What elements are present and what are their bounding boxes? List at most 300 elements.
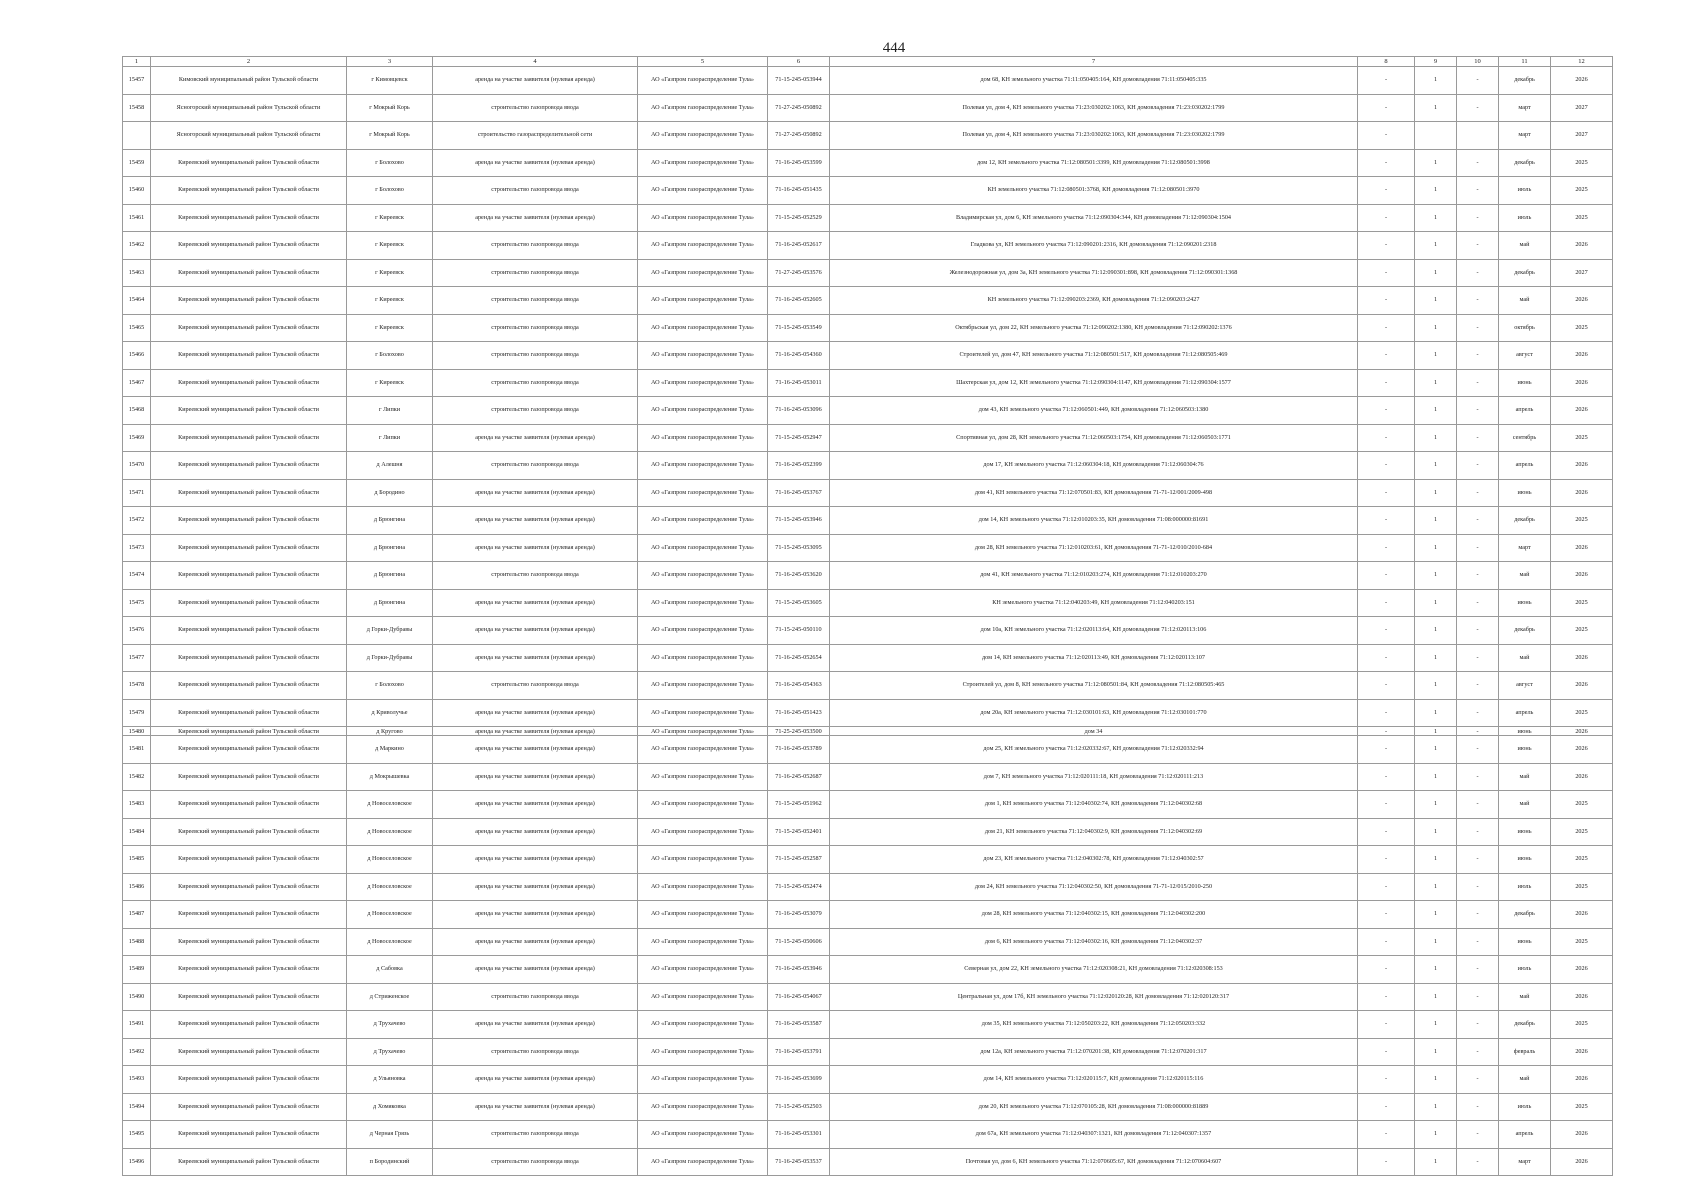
organization-cell: АО «Газпром газораспределение Тула»	[638, 479, 768, 507]
row-number-cell: 15482	[123, 763, 151, 791]
row-number-cell: 15460	[123, 177, 151, 205]
row-number-cell: 15488	[123, 928, 151, 956]
column-header: 6	[768, 57, 830, 67]
work-type-cell: строительство газопровода ввода	[433, 1038, 638, 1066]
row-number-cell: 15491	[123, 1011, 151, 1039]
settlement-cell: г Киреевск	[347, 232, 433, 260]
col8-cell: -	[1358, 562, 1415, 590]
column-header: 8	[1358, 57, 1415, 67]
table-row	[123, 369, 1613, 397]
organization-cell: АО «Газпром газораспределение Тула»	[638, 763, 768, 791]
organization-cell: АО «Газпром газораспределение Тула»	[638, 534, 768, 562]
col10-cell: -	[1457, 534, 1499, 562]
month-cell: май	[1499, 644, 1551, 672]
application-number-cell: 71-16-245-053946	[768, 956, 830, 984]
row-number-cell: 15481	[123, 736, 151, 764]
application-number-cell: 71-16-245-053767	[768, 479, 830, 507]
address-cell: дом 41, КН земельного участка 71:12:070501:83, КН домовладения 71-71-12/001/2009-498	[830, 479, 1358, 507]
organization-cell: АО «Газпром газораспределение Тула»	[638, 1148, 768, 1176]
settlement-cell: д Трухачево	[347, 1038, 433, 1066]
col9-cell: 1	[1415, 177, 1457, 205]
address-cell: дом 34	[830, 727, 1358, 736]
month-cell: май	[1499, 763, 1551, 791]
application-number-cell: 71-16-245-053620	[768, 562, 830, 590]
col8-cell: -	[1358, 67, 1415, 95]
col9-cell: 1	[1415, 1148, 1457, 1176]
table-row	[123, 736, 1613, 764]
row-number-cell: 15476	[123, 617, 151, 645]
table-row	[123, 1093, 1613, 1121]
application-number-cell: 71-25-245-053500	[768, 727, 830, 736]
month-cell: июль	[1499, 204, 1551, 232]
organization-cell: АО «Газпром газораспределение Тула»	[638, 901, 768, 929]
organization-cell: АО «Газпром газораспределение Тула»	[638, 1011, 768, 1039]
year-cell: 2026	[1551, 67, 1613, 95]
work-type-cell: строительство газопровода ввода	[433, 452, 638, 480]
district-cell: Киреевский муниципальный район Тульской области	[151, 1038, 347, 1066]
work-type-cell: аренда на участке заявителя (нулевая аренда)	[433, 791, 638, 819]
work-type-cell: аренда на участке заявителя (нулевая аренда)	[433, 901, 638, 929]
table-row	[123, 287, 1613, 315]
table-row	[123, 452, 1613, 480]
month-cell: март	[1499, 1148, 1551, 1176]
district-cell: Киреевский муниципальный район Тульской области	[151, 204, 347, 232]
col8-cell: -	[1358, 342, 1415, 370]
col8-cell: -	[1358, 873, 1415, 901]
col9-cell: 1	[1415, 562, 1457, 590]
settlement-cell: г Липки	[347, 397, 433, 425]
col9-cell: 1	[1415, 204, 1457, 232]
col10-cell: -	[1457, 287, 1499, 315]
work-type-cell: аренда на участке заявителя (нулевая аренда)	[433, 617, 638, 645]
settlement-cell: г Киреевск	[347, 314, 433, 342]
district-cell: Киреевский муниципальный район Тульской области	[151, 644, 347, 672]
month-cell: июль	[1499, 1093, 1551, 1121]
month-cell: август	[1499, 342, 1551, 370]
organization-cell: АО «Газпром газораспределение Тула»	[638, 122, 768, 150]
work-type-cell: аренда на участке заявителя (нулевая аренда)	[433, 534, 638, 562]
district-cell: Киреевский муниципальный район Тульской области	[151, 507, 347, 535]
district-cell: Киреевский муниципальный район Тульской области	[151, 956, 347, 984]
address-cell: дом 41, КН земельного участка 71:12:010203:274, КН домовладения 71:12:010203:270	[830, 562, 1358, 590]
settlement-cell: д Криволучье	[347, 699, 433, 727]
col10-cell: -	[1457, 928, 1499, 956]
table-row	[123, 763, 1613, 791]
col9-cell: 1	[1415, 672, 1457, 700]
address-cell: дом 12а, КН земельного участка 71:12:070201:38, КН домовладения 71:12:070201:317	[830, 1038, 1358, 1066]
settlement-cell: д Горки-Дубравы	[347, 617, 433, 645]
month-cell: август	[1499, 672, 1551, 700]
month-cell: декабрь	[1499, 67, 1551, 95]
organization-cell: АО «Газпром газораспределение Тула»	[638, 204, 768, 232]
col8-cell: -	[1358, 846, 1415, 874]
organization-cell: АО «Газпром газораспределение Тула»	[638, 342, 768, 370]
work-type-cell: строительство газопровода ввода	[433, 342, 638, 370]
address-cell: Северная ул, дом 22, КН земельного участка 71:12:020308:21, КН домовладения 71:12:020308:153	[830, 956, 1358, 984]
col9-cell: 1	[1415, 1038, 1457, 1066]
settlement-cell: д Брюнгина	[347, 507, 433, 535]
row-number-cell: 15486	[123, 873, 151, 901]
work-type-cell: аренда на участке заявителя (нулевая аренда)	[433, 507, 638, 535]
col10-cell: -	[1457, 397, 1499, 425]
month-cell: февраль	[1499, 1038, 1551, 1066]
row-number-cell: 15478	[123, 672, 151, 700]
work-type-cell: строительство газопровода ввода	[433, 672, 638, 700]
month-cell: май	[1499, 232, 1551, 260]
table-row	[123, 1066, 1613, 1094]
address-cell: КН земельного участка 71:12:040203:49, КН домовладения 71:12:040203:151	[830, 589, 1358, 617]
district-cell: Киреевский муниципальный район Тульской области	[151, 562, 347, 590]
row-number-cell: 15461	[123, 204, 151, 232]
application-number-cell: 71-16-245-053011	[768, 369, 830, 397]
year-cell: 2025	[1551, 204, 1613, 232]
col9-cell: 1	[1415, 452, 1457, 480]
month-cell: март	[1499, 94, 1551, 122]
row-number-cell: 15493	[123, 1066, 151, 1094]
col10-cell: -	[1457, 507, 1499, 535]
row-number-cell: 15467	[123, 369, 151, 397]
address-cell: дом 20, КН земельного участка 71:12:070105:28, КН домовладения 71:08:000000:81889	[830, 1093, 1358, 1121]
district-cell: Киреевский муниципальный район Тульской области	[151, 873, 347, 901]
settlement-cell: д Алешня	[347, 452, 433, 480]
year-cell: 2027	[1551, 94, 1613, 122]
year-cell: 2025	[1551, 589, 1613, 617]
district-cell: Киреевский муниципальный район Тульской области	[151, 452, 347, 480]
application-number-cell: 71-16-245-053079	[768, 901, 830, 929]
col8-cell: -	[1358, 818, 1415, 846]
col8-cell: -	[1358, 617, 1415, 645]
organization-cell: АО «Газпром газораспределение Тула»	[638, 507, 768, 535]
table-row	[123, 644, 1613, 672]
col8-cell: -	[1358, 149, 1415, 177]
address-cell: дом 14, КН земельного участка 71:12:020115:7, КН домовладения 71:12:020115:116	[830, 1066, 1358, 1094]
month-cell: декабрь	[1499, 259, 1551, 287]
row-number-cell: 15457	[123, 67, 151, 95]
col10-cell: -	[1457, 562, 1499, 590]
address-cell: дом 23, КН земельного участка 71:12:040302:78, КН домовладения 71:12:040302:57	[830, 846, 1358, 874]
row-number-cell: 15494	[123, 1093, 151, 1121]
settlement-cell: г Болохово	[347, 177, 433, 205]
col8-cell: -	[1358, 259, 1415, 287]
column-header: 3	[347, 57, 433, 67]
work-type-cell: аренда на участке заявителя (нулевая аренда)	[433, 699, 638, 727]
settlement-cell: д Бородино	[347, 479, 433, 507]
application-number-cell: 71-15-245-053944	[768, 67, 830, 95]
col9-cell: 1	[1415, 589, 1457, 617]
year-cell: 2026	[1551, 644, 1613, 672]
district-cell: Киреевский муниципальный район Тульской области	[151, 397, 347, 425]
table-row	[123, 699, 1613, 727]
col10-cell: -	[1457, 259, 1499, 287]
col9-cell: 1	[1415, 1066, 1457, 1094]
application-number-cell: 71-16-245-053599	[768, 149, 830, 177]
table-row	[123, 846, 1613, 874]
table-row	[123, 617, 1613, 645]
row-number-cell: 15474	[123, 562, 151, 590]
col9-cell: 1	[1415, 644, 1457, 672]
work-type-cell: строительство газопровода ввода	[433, 983, 638, 1011]
year-cell: 2025	[1551, 1011, 1613, 1039]
table-row	[123, 956, 1613, 984]
col10-cell: -	[1457, 791, 1499, 819]
work-type-cell: аренда на участке заявителя (нулевая аренда)	[433, 818, 638, 846]
organization-cell: АО «Газпром газораспределение Тула»	[638, 287, 768, 315]
application-number-cell: 71-16-245-051435	[768, 177, 830, 205]
column-header: 12	[1551, 57, 1613, 67]
month-cell: сентябрь	[1499, 424, 1551, 452]
application-number-cell: 71-16-245-052617	[768, 232, 830, 260]
address-cell: дом 25, КН земельного участка 71:12:020332:67, КН домовладения 71:12:020332:94	[830, 736, 1358, 764]
table-row	[123, 122, 1613, 150]
month-cell: декабрь	[1499, 1011, 1551, 1039]
district-cell: Киреевский муниципальный район Тульской области	[151, 424, 347, 452]
address-cell: дом 14, КН земельного участка 71:12:010203:35, КН домовладения 71:08:000000:81691	[830, 507, 1358, 535]
month-cell: июль	[1499, 956, 1551, 984]
settlement-cell: д Новоселовское	[347, 873, 433, 901]
year-cell: 2025	[1551, 314, 1613, 342]
col9-cell: 1	[1415, 983, 1457, 1011]
address-cell: дом 6, КН земельного участка 71:12:040302:16, КН домовладения 71:12:040302:37	[830, 928, 1358, 956]
district-cell: Киреевский муниципальный район Тульской области	[151, 1066, 347, 1094]
col10-cell: -	[1457, 94, 1499, 122]
work-type-cell: строительство газопровода ввода	[433, 397, 638, 425]
col9-cell: 1	[1415, 67, 1457, 95]
col8-cell: -	[1358, 699, 1415, 727]
district-cell: Киреевский муниципальный район Тульской области	[151, 763, 347, 791]
settlement-cell: г Мокрый Корь	[347, 122, 433, 150]
col10-cell: -	[1457, 1066, 1499, 1094]
col10-cell: -	[1457, 818, 1499, 846]
address-cell: дом 28, КН земельного участка 71:12:010203:61, КН домовладения 71-71-12/010/2010-684	[830, 534, 1358, 562]
row-number-cell: 15468	[123, 397, 151, 425]
col8-cell: -	[1358, 901, 1415, 929]
table-row	[123, 1011, 1613, 1039]
col10-cell: -	[1457, 452, 1499, 480]
col8-cell: -	[1358, 791, 1415, 819]
settlement-cell: д Брюнгина	[347, 534, 433, 562]
month-cell: апрель	[1499, 397, 1551, 425]
table-row	[123, 983, 1613, 1011]
column-header: 5	[638, 57, 768, 67]
month-cell: декабрь	[1499, 901, 1551, 929]
district-cell: Киреевский муниципальный район Тульской области	[151, 983, 347, 1011]
col9-cell: 1	[1415, 149, 1457, 177]
district-cell: Киреевский муниципальный район Тульской области	[151, 177, 347, 205]
application-number-cell: 71-15-245-052529	[768, 204, 830, 232]
col8-cell: -	[1358, 1038, 1415, 1066]
col9-cell: 1	[1415, 342, 1457, 370]
year-cell: 2025	[1551, 928, 1613, 956]
work-type-cell: аренда на участке заявителя (нулевая аренда)	[433, 1066, 638, 1094]
column-header: 7	[830, 57, 1358, 67]
col10-cell: -	[1457, 901, 1499, 929]
address-cell: дом 24, КН земельного участка 71:12:040302:50, КН домовладения 71-71-12/015/2010-250	[830, 873, 1358, 901]
organization-cell: АО «Газпром газораспределение Тула»	[638, 149, 768, 177]
month-cell: декабрь	[1499, 617, 1551, 645]
work-type-cell: строительство газопровода ввода	[433, 177, 638, 205]
district-cell: Киреевский муниципальный район Тульской области	[151, 589, 347, 617]
month-cell: июнь	[1499, 928, 1551, 956]
work-type-cell: аренда на участке заявителя (нулевая аренда)	[433, 67, 638, 95]
application-number-cell: 71-15-245-052503	[768, 1093, 830, 1121]
col8-cell: -	[1358, 763, 1415, 791]
month-cell: октябрь	[1499, 314, 1551, 342]
month-cell: июль	[1499, 177, 1551, 205]
settlement-cell: д Брюнгина	[347, 562, 433, 590]
work-type-cell: аренда на участке заявителя (нулевая аренда)	[433, 1093, 638, 1121]
table-row	[123, 1038, 1613, 1066]
work-type-cell: аренда на участке заявителя (нулевая аренда)	[433, 644, 638, 672]
address-cell: дом 7, КН земельного участка 71:12:020111:18, КН домовладения 71:12:020111:213	[830, 763, 1358, 791]
application-number-cell: 71-15-245-052587	[768, 846, 830, 874]
work-type-cell: аренда на участке заявителя (нулевая аренда)	[433, 1011, 638, 1039]
col10-cell: -	[1457, 67, 1499, 95]
settlement-cell: д Трухачево	[347, 1011, 433, 1039]
year-cell: 2026	[1551, 1066, 1613, 1094]
organization-cell: АО «Газпром газораспределение Тула»	[638, 589, 768, 617]
year-cell: 2025	[1551, 149, 1613, 177]
year-cell: 2026	[1551, 727, 1613, 736]
organization-cell: АО «Газпром газораспределение Тула»	[638, 983, 768, 1011]
table-row	[123, 204, 1613, 232]
district-cell: Киреевский муниципальный район Тульской области	[151, 818, 347, 846]
col8-cell: -	[1358, 589, 1415, 617]
col8-cell: -	[1358, 397, 1415, 425]
row-number-cell: 15458	[123, 94, 151, 122]
month-cell: май	[1499, 791, 1551, 819]
col8-cell: -	[1358, 204, 1415, 232]
organization-cell: АО «Газпром газораспределение Тула»	[638, 1093, 768, 1121]
col9-cell: 1	[1415, 507, 1457, 535]
district-cell: Ясногорский муниципальный район Тульской области	[151, 122, 347, 150]
application-number-cell: 71-15-245-053605	[768, 589, 830, 617]
district-cell: Киреевский муниципальный район Тульской области	[151, 534, 347, 562]
organization-cell: АО «Газпром газораспределение Тула»	[638, 644, 768, 672]
settlement-cell: д Новоселовское	[347, 791, 433, 819]
address-cell: Центральная ул, дом 17б, КН земельного участка 71:12:020120:28, КН домовладения 71:12:020120:317	[830, 983, 1358, 1011]
table-row	[123, 727, 1613, 736]
address-cell: дом 1, КН земельного участка 71:12:040302:74, КН домовладения 71:12:040302:68	[830, 791, 1358, 819]
year-cell: 2025	[1551, 791, 1613, 819]
col8-cell: -	[1358, 232, 1415, 260]
district-cell: Киреевский муниципальный район Тульской области	[151, 479, 347, 507]
district-cell: Киреевский муниципальный район Тульской области	[151, 232, 347, 260]
col9-cell: 1	[1415, 873, 1457, 901]
application-number-cell: 71-27-245-050892	[768, 122, 830, 150]
year-cell: 2026	[1551, 232, 1613, 260]
organization-cell: АО «Газпром газораспределение Тула»	[638, 928, 768, 956]
row-number-cell: 15459	[123, 149, 151, 177]
col10-cell: -	[1457, 727, 1499, 736]
col8-cell: -	[1358, 1121, 1415, 1149]
row-number-cell: 15485	[123, 846, 151, 874]
col9-cell: 1	[1415, 397, 1457, 425]
col9-cell: 1	[1415, 727, 1457, 736]
month-cell: май	[1499, 983, 1551, 1011]
month-cell: март	[1499, 122, 1551, 150]
row-number-cell: 15487	[123, 901, 151, 929]
column-header: 1	[123, 57, 151, 67]
application-number-cell: 71-16-245-053699	[768, 1066, 830, 1094]
application-number-cell: 71-15-245-052401	[768, 818, 830, 846]
year-cell: 2026	[1551, 562, 1613, 590]
settlement-cell: г Киреевск	[347, 204, 433, 232]
col10-cell: -	[1457, 589, 1499, 617]
month-cell: июнь	[1499, 818, 1551, 846]
year-cell: 2025	[1551, 699, 1613, 727]
col9-cell: 1	[1415, 287, 1457, 315]
row-number-cell: 15479	[123, 699, 151, 727]
col10-cell: -	[1457, 617, 1499, 645]
col9-cell: 1	[1415, 956, 1457, 984]
col8-cell: -	[1358, 424, 1415, 452]
table-row	[123, 232, 1613, 260]
address-cell: Почтовая ул, дом 6, КН земельного участка 71:12:070605:67, КН домовладения 71:12:070604:607	[830, 1148, 1358, 1176]
row-number-cell	[123, 122, 151, 150]
table-row	[123, 534, 1613, 562]
year-cell: 2026	[1551, 983, 1613, 1011]
col10-cell: -	[1457, 424, 1499, 452]
district-cell: Киреевский муниципальный район Тульской области	[151, 736, 347, 764]
organization-cell: АО «Газпром газораспределение Тула»	[638, 818, 768, 846]
table-row	[123, 424, 1613, 452]
table-row	[123, 1121, 1613, 1149]
col9-cell: 1	[1415, 736, 1457, 764]
work-type-cell: аренда на участке заявителя (нулевая аренда)	[433, 727, 638, 736]
col8-cell: -	[1358, 1066, 1415, 1094]
row-number-cell: 15464	[123, 287, 151, 315]
work-type-cell: строительство газопровода ввода	[433, 369, 638, 397]
row-number-cell: 15496	[123, 1148, 151, 1176]
row-number-cell: 15470	[123, 452, 151, 480]
district-cell: Киреевский муниципальный район Тульской области	[151, 1011, 347, 1039]
organization-cell: АО «Газпром газораспределение Тула»	[638, 727, 768, 736]
col10-cell: -	[1457, 699, 1499, 727]
work-type-cell: аренда на участке заявителя (нулевая аренда)	[433, 424, 638, 452]
year-cell: 2026	[1551, 736, 1613, 764]
settlement-cell: г Болохово	[347, 149, 433, 177]
col9-cell	[1415, 122, 1457, 150]
address-cell: Полевая ул, дом 4, КН земельного участка 71:23:030202:1063, КН домовладения 71:23:030202:1799	[830, 94, 1358, 122]
organization-cell: АО «Газпром газораспределение Тула»	[638, 369, 768, 397]
year-cell: 2025	[1551, 617, 1613, 645]
application-number-cell: 71-16-245-053096	[768, 397, 830, 425]
year-cell: 2026	[1551, 397, 1613, 425]
settlement-cell: д Мокрышевка	[347, 763, 433, 791]
organization-cell: АО «Газпром газораспределение Тула»	[638, 672, 768, 700]
row-number-cell: 15471	[123, 479, 151, 507]
work-type-cell: аренда на участке заявителя (нулевая аренда)	[433, 956, 638, 984]
address-cell: Железнодорожная ул, дом 3а, КН земельного участка 71:12:090301:898, КН домовладения 71:12:090301:1368	[830, 259, 1358, 287]
organization-cell: АО «Газпром газораспределение Тула»	[638, 956, 768, 984]
organization-cell: АО «Газпром газораспределение Тула»	[638, 232, 768, 260]
settlement-cell: г Киреевск	[347, 369, 433, 397]
district-cell: Ясногорский муниципальный район Тульской области	[151, 94, 347, 122]
work-type-cell: аренда на участке заявителя (нулевая аренда)	[433, 736, 638, 764]
district-cell: Киреевский муниципальный район Тульской области	[151, 1148, 347, 1176]
col10-cell: -	[1457, 644, 1499, 672]
year-cell: 2025	[1551, 873, 1613, 901]
address-cell: КН земельного участка 71:12:080501:3768, КН домовладения 71:12:080501:3970	[830, 177, 1358, 205]
col9-cell: 1	[1415, 928, 1457, 956]
address-cell: дом 68, КН земельного участка 71:11:050405:164, КН домовладения 71:11:050405:335	[830, 67, 1358, 95]
address-cell: Спортивная ул, дом 28, КН земельного участка 71:12:060503:1754, КН домовладения 71:12:060503:1771	[830, 424, 1358, 452]
application-number-cell: 71-16-245-052605	[768, 287, 830, 315]
page-number: 444	[882, 40, 906, 56]
row-number-cell: 15490	[123, 983, 151, 1011]
column-header: 4	[433, 57, 638, 67]
col9-cell: 1	[1415, 94, 1457, 122]
